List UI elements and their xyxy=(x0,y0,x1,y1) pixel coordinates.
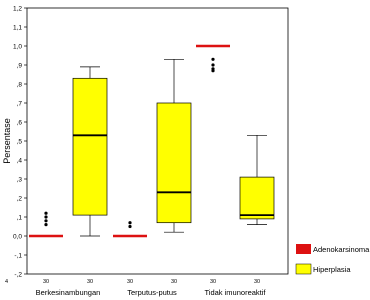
y-tick-label: ,1 xyxy=(16,214,22,222)
y-tick-label: ,4 xyxy=(16,157,22,165)
y-tick-label: -,1 xyxy=(14,252,22,260)
y-tick-label: ,6 xyxy=(16,119,22,127)
outlier-point xyxy=(128,225,131,228)
legend xyxy=(296,244,370,274)
axis-corner-label: 4 xyxy=(5,279,9,285)
outlier-point xyxy=(44,223,47,226)
outlier-point xyxy=(211,58,214,61)
n-label: 30 xyxy=(42,279,50,285)
y-tick-label: ,7 xyxy=(16,100,22,108)
n-label: 30 xyxy=(253,279,261,285)
legend-label-adenokarsinoma: Adenokarsinoma xyxy=(313,245,370,254)
y-tick-label: ,8 xyxy=(16,81,22,89)
outlier-point xyxy=(211,63,214,66)
box-hiperplasia xyxy=(157,103,191,223)
outlier-point xyxy=(44,215,47,218)
y-axis-title: Persentase xyxy=(2,118,12,164)
outlier-point xyxy=(44,219,47,222)
legend-swatch-adenokarsinoma xyxy=(296,244,311,254)
legend-label-hiperplasia: Hiperplasia xyxy=(313,265,351,274)
y-tick-label: ,3 xyxy=(16,176,22,184)
y-tick-label: 0,0 xyxy=(12,233,22,241)
outlier-point xyxy=(128,221,131,224)
n-label: 30 xyxy=(126,279,134,285)
outlier-point xyxy=(211,67,214,70)
box-hiperplasia xyxy=(240,177,274,219)
y-tick-label: -,2 xyxy=(14,271,22,279)
y-tick-label: ,9 xyxy=(16,62,22,70)
n-label: 30 xyxy=(86,279,94,285)
box-hiperplasia xyxy=(73,78,107,215)
y-tick-label: ,5 xyxy=(16,138,22,146)
y-tick-label: 1,2 xyxy=(12,5,22,13)
y-tick-label: 1,0 xyxy=(12,43,22,51)
n-label: 30 xyxy=(170,279,178,285)
y-axis xyxy=(13,5,27,278)
x-category-label: Berkesinambungan xyxy=(35,288,101,297)
y-tick-label: ,2 xyxy=(16,195,22,203)
x-category-label: Terputus-putus xyxy=(127,288,177,297)
legend-swatch-hiperplasia xyxy=(296,264,311,274)
x-axis xyxy=(36,279,267,297)
y-tick-label: 1,1 xyxy=(12,24,22,32)
x-category-label: Tidak imunoreaktif xyxy=(204,288,266,297)
n-label: 30 xyxy=(209,279,217,285)
outlier-point xyxy=(44,212,47,215)
